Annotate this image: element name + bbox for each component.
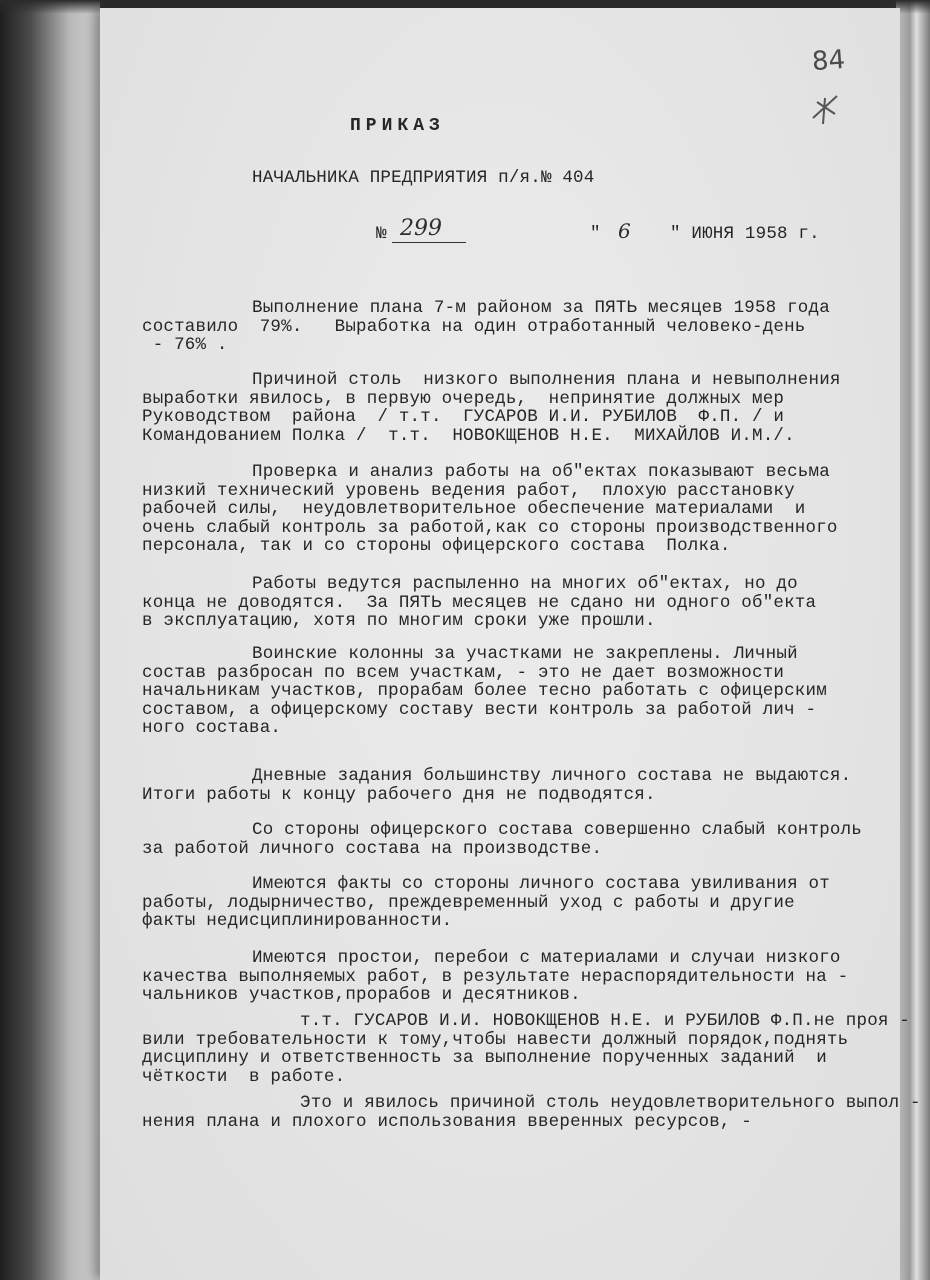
paragraph-line: т.т. ГУСАРОВ И.И. НОВОКЩЕНОВ Н.Е. и РУБИЛОВ Ф.П.не проя - — [300, 1011, 910, 1031]
paragraph-line: конца не доводятся. За ПЯТЬ месяцев не сдано ни одного об"екта — [142, 592, 817, 613]
paragraph-line: начальникам участков, прорабам более тесно работать с офицерским — [142, 681, 827, 701]
binding-right-edge — [896, 0, 930, 1280]
document-page — [100, 8, 921, 1280]
paragraph-line: нения плана и плохого использования вверенных ресурсов, - — [142, 1111, 752, 1132]
order-number-label: № — [376, 224, 387, 244]
paragraph-line: качества выполняемых работ, в результате нераспорядительности на - — [142, 966, 849, 987]
paragraph-line: Имеются простои, перебои с материалами и случаи низкого — [252, 948, 841, 968]
order-number-value: 299 — [400, 216, 442, 241]
paragraph-line: - 76% . — [142, 335, 228, 355]
paragraph-line: Выполнение плана 7-м районом за ПЯТЬ месяцев 1958 года — [252, 298, 830, 318]
paragraph-line: составом, а офицерскому составу вести контроль за работой лич - — [142, 699, 817, 720]
paragraph-line: Воинские колонны за участками не закреплены. Личный — [252, 644, 798, 664]
paragraph-line: Командованием Полка / т.т. НОВОКЩЕНОВ Н.Е. МИХАЙЛОВ И.М./. — [142, 425, 795, 446]
date-quote-open: " — [590, 224, 601, 244]
paragraph-line: вили требовательности к тому,чтобы навести должный порядок,поднять — [142, 1029, 849, 1050]
paragraph-line: рабочей силы, неудовлетворительное обеспечение материалами и — [142, 499, 806, 519]
paragraph-line: Имеются факты со стороны личного состава увиливания от — [252, 874, 830, 894]
paragraph-line: ного состава. — [142, 718, 282, 738]
paragraph-line: в эксплуатацию, хотя по многим сроки уже прошли. — [142, 611, 656, 631]
paragraph-line: факты недисциплинированности. — [142, 911, 453, 931]
paragraph-line: Это и явилось причиной столь неудовлетворительного выпол - — [300, 1093, 921, 1113]
paragraph-line: очень слабый контроль за работой,как со стороны производственного — [142, 517, 838, 538]
paragraph-line: низкий технический уровень ведения работ, плохую расстановку — [142, 480, 795, 501]
paragraph-line: Работы ведутся распыленно на многих об"ектах, но до — [252, 574, 798, 594]
paragraph-line: выработки явилось, в первую очередь, непринятие должных мер — [142, 388, 785, 409]
date-day: 6 — [618, 219, 631, 243]
paragraph-line: Руководством района / т.т. ГУСАРОВ И.И. РУБИЛОВ Ф.П. / и — [142, 407, 785, 427]
paragraph-line: составило 79%. Выработка на один отработанный человеко-день — [142, 316, 806, 337]
paragraph-line: Дневные задания большинству личного состава не выдаются. — [252, 766, 852, 786]
paragraph-line: чёткости в работе. — [142, 1066, 346, 1087]
paragraph-line: персонала, так и со стороны офицерского состава Полка. — [142, 536, 731, 556]
date-month-year: " ИЮНЯ 1958 г. — [670, 224, 820, 244]
paragraph-line: Причиной столь низкого выполнения плана и невыполнения — [252, 370, 841, 390]
handwritten-mark-icon — [805, 88, 845, 128]
paragraph-line: состав разбросан по всем участкам, - это не дает возможности — [142, 662, 785, 683]
folio-number: 84 — [810, 44, 847, 78]
paragraph-line: работы, лодырничество, преждевременный уход с работы и другие — [142, 892, 795, 913]
paragraph-line: Проверка и анализ работы на об"ектах показывают весьма — [252, 462, 830, 482]
paragraph-line: чальников участков,прорабов и десятников. — [142, 985, 581, 1005]
paragraph-line: Со стороны офицерского состава совершенно слабый контроль — [252, 820, 862, 840]
order-number-underline — [392, 242, 466, 243]
document-subtitle: НАЧАЛЬНИКА ПРЕДПРИЯТИЯ п/я.№ 404 — [252, 168, 595, 188]
binding-left-edge — [0, 0, 100, 1280]
paragraph-line: Итоги работы к концу рабочего дня не подводятся. — [142, 784, 656, 805]
document-title: ПРИКАЗ — [350, 116, 445, 136]
paragraph-line: за работой личного состава на производстве. — [142, 838, 603, 859]
paragraph-line: дисциплину и ответственность за выполнение порученных заданий и — [142, 1048, 827, 1068]
